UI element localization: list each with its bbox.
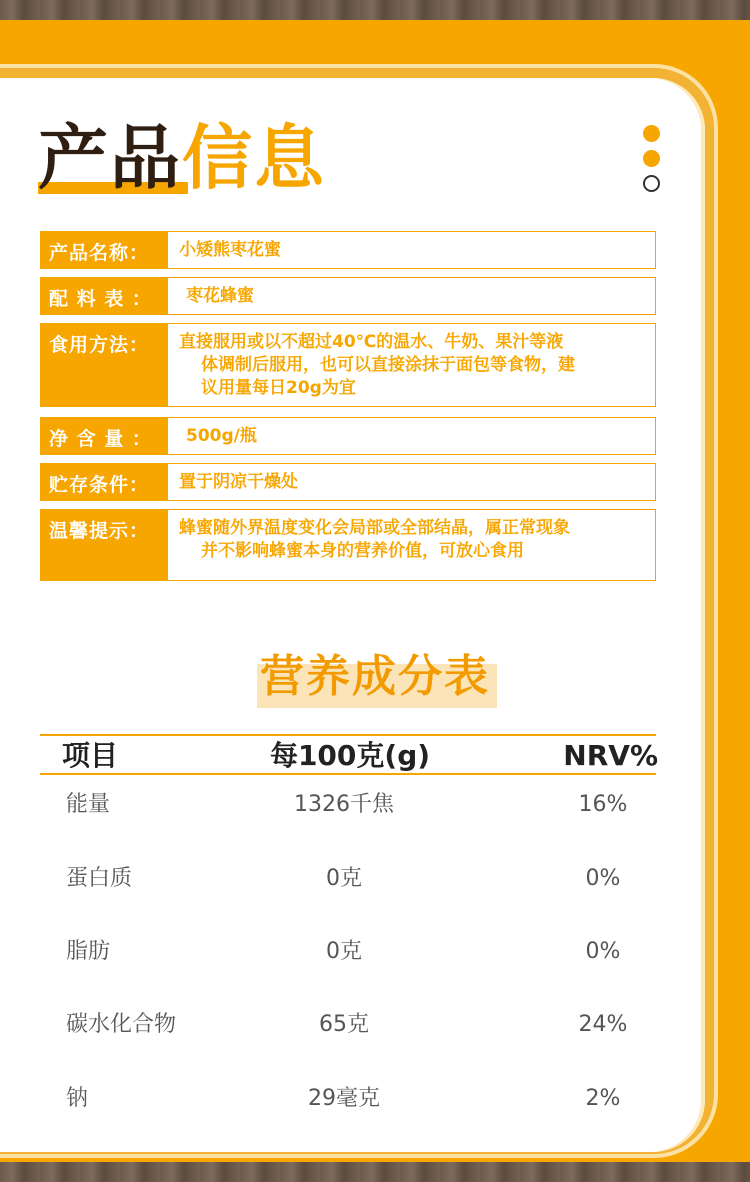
wood-background-bottom [0, 1162, 750, 1182]
info-label: 食用方法： [41, 324, 168, 406]
info-value-line: 小矮熊枣花蜜 [179, 240, 281, 260]
cell-amount: 0克 [326, 866, 362, 891]
decor-dot-hollow [643, 175, 660, 192]
table-header-nrv: NRV% [563, 739, 658, 772]
nutrition-title: 营养成分表 [260, 651, 490, 702]
info-row-storage [40, 463, 656, 501]
info-row-tips [40, 509, 656, 581]
decor-dot-filled [643, 125, 660, 142]
info-label: 净 含 量 ： [41, 418, 168, 454]
cell-item: 蛋白质 [66, 866, 133, 891]
info-value-line: 500g/瓶 [186, 426, 257, 446]
cell-nrv: 0% [585, 939, 621, 964]
cell-item: 碳水化合物 [66, 1012, 177, 1037]
info-label: 配 料 表 ： [41, 278, 168, 314]
info-value-line: 并不影响蜂蜜本身的营养价值，可放心食用 [201, 541, 524, 561]
info-value [179, 232, 649, 262]
cell-amount: 29毫克 [308, 1086, 380, 1111]
cell-item: 脂肪 [66, 939, 111, 964]
info-value [179, 510, 649, 563]
cell-nrv: 0% [585, 866, 621, 891]
info-label: 温馨提示： [41, 510, 168, 580]
decor-dot-filled [643, 150, 660, 167]
info-value-line: 直接服用或以不超过40℃的温水、牛奶、果汁等液 [179, 332, 564, 352]
cell-amount: 1326千焦 [294, 792, 394, 817]
cell-nrv: 24% [578, 1012, 628, 1037]
table-header-item: 项目 [62, 739, 119, 772]
info-value [179, 464, 649, 494]
info-value-line: 体调制后服用，也可以直接涂抹于面包等食物，建 [201, 355, 575, 375]
table-header-per100g: 每100克(g) [269, 739, 431, 772]
wood-background-top [0, 0, 750, 20]
info-value-line: 枣花蜂蜜 [186, 286, 254, 306]
cell-item: 钠 [66, 1086, 89, 1111]
cell-item: 能量 [66, 792, 111, 817]
info-row-usage [40, 323, 656, 407]
cell-nrv: 2% [585, 1086, 621, 1111]
cell-nrv: 16% [578, 792, 628, 817]
info-value-line: 蜂蜜随外界温度变化会局部或全部结晶，属正常现象 [179, 518, 570, 538]
info-label: 贮存条件： [41, 464, 168, 500]
info-label: 产品名称： [41, 232, 168, 268]
title-part-1: 产品 [38, 116, 182, 199]
info-value [186, 418, 649, 448]
info-value-line: 议用量每日20g为宜 [201, 378, 356, 398]
title-part-2: 信息 [182, 116, 326, 199]
info-value-line: 置于阴凉干燥处 [179, 472, 298, 492]
cell-amount: 0克 [326, 939, 362, 964]
table-header-rule [40, 773, 656, 775]
cell-amount: 65克 [319, 1012, 369, 1037]
info-row-net-content [40, 417, 656, 455]
info-row-ingredients [40, 277, 656, 315]
info-value [179, 324, 649, 400]
info-row-product-name [40, 231, 656, 269]
info-value [186, 278, 649, 308]
page-title [38, 118, 326, 198]
